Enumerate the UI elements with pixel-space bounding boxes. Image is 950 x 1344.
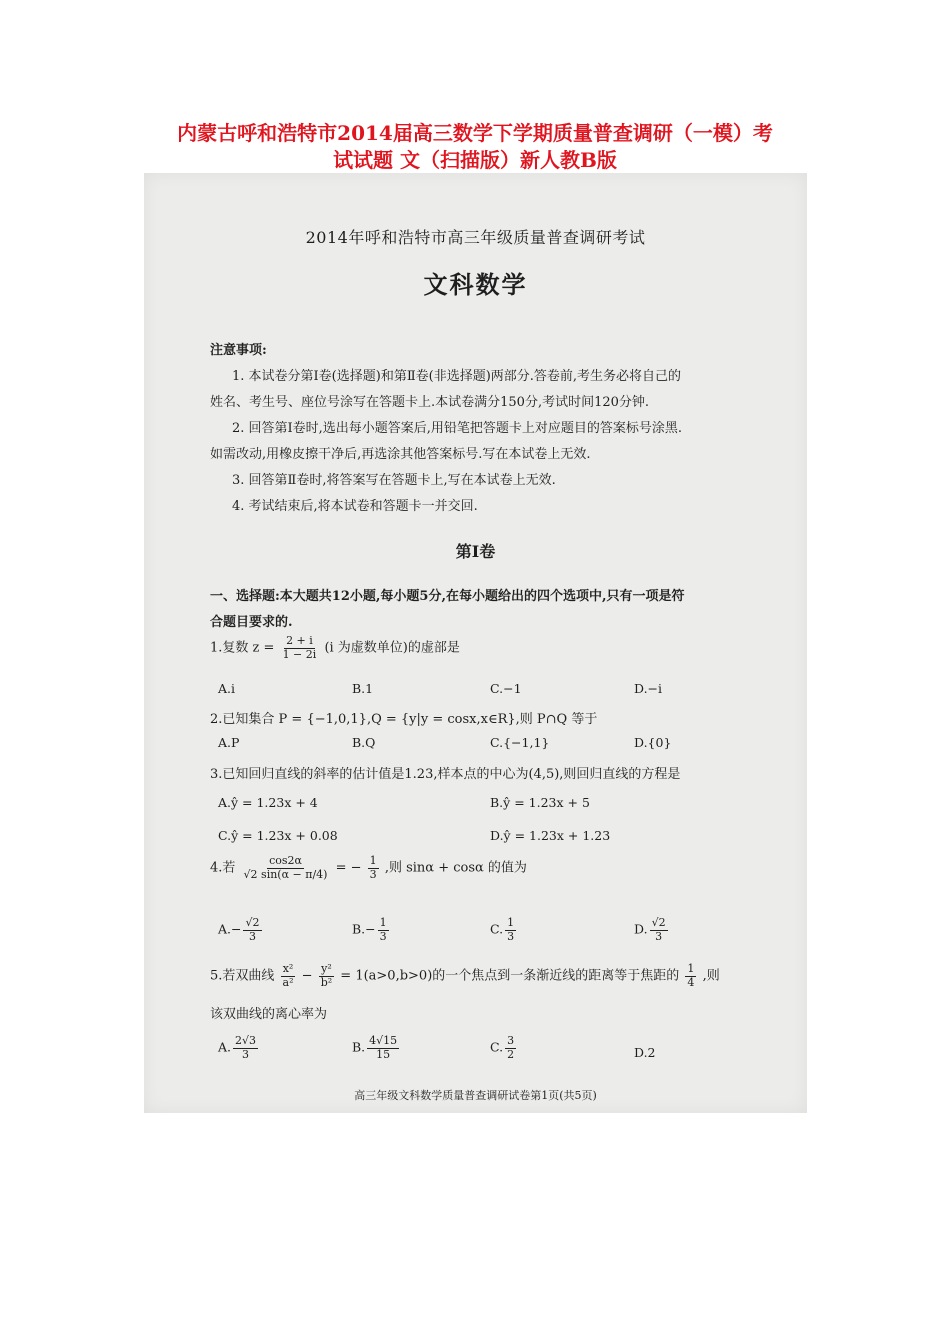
notice-item: 姓名、考生号、座位号涂写在答题卡上.本试卷满分150分,考试时间120分钟. <box>210 395 650 410</box>
fraction-numerator: 2√3 <box>235 1034 257 1047</box>
fraction-denominator: 1 − 2i <box>282 647 317 661</box>
option-label: D. <box>634 921 648 937</box>
option-fraction <box>367 1035 399 1061</box>
fraction-numerator: 1 <box>687 962 695 975</box>
option-fraction <box>505 917 516 943</box>
q4-option-d <box>634 917 670 943</box>
option-fraction <box>650 917 668 943</box>
section-title: 第Ⅰ卷 <box>455 542 496 561</box>
q1-prefix: 1.复数 z = <box>210 640 275 656</box>
fraction-denominator: a² <box>282 975 294 989</box>
q5-option-d: D.2 <box>634 1045 656 1060</box>
option-fraction <box>378 917 389 943</box>
q5-prefix: 5.若双曲线 <box>210 968 275 984</box>
scanned-exam-page <box>144 173 807 1113</box>
fraction-denominator: 3 <box>242 1047 250 1061</box>
page-footer: 高三年级文科数学质量普查调研试卷第1页(共5页) <box>354 1089 597 1102</box>
fraction-denominator: 3 <box>507 929 515 943</box>
fraction-numerator: 1 <box>507 916 515 929</box>
fraction-denominator: √2 sin(α − π/4) <box>243 867 328 881</box>
q2-option-c: C.{−1,1} <box>490 735 550 750</box>
q4-prefix: 4.若 <box>210 860 236 876</box>
fraction-numerator: √2 <box>651 916 666 929</box>
q1-suffix: (i 为虚数单位)的虚部是 <box>324 640 460 656</box>
fraction-denominator: 3 <box>379 929 387 943</box>
fraction-denominator: b² <box>320 975 333 989</box>
fraction-denominator: 3 <box>369 867 377 881</box>
question-5-line2: 该双曲线的离心率为 <box>210 1007 328 1022</box>
option-label: B.− <box>352 921 376 937</box>
fraction-denominator: 3 <box>248 929 256 943</box>
page-title <box>90 120 860 174</box>
fraction-denominator: 15 <box>376 1047 391 1061</box>
option-fraction <box>243 917 261 943</box>
option-label: A.− <box>218 921 242 937</box>
q5-option-c <box>490 1035 518 1061</box>
fraction-numerator: x² <box>282 962 294 975</box>
page-title-line1: 内蒙古呼和浩特市2014届高三数学下学期质量普查调研（一模）考 <box>177 121 773 145</box>
question-3: 3.已知回归直线的斜率的估计值是1.23,样本点的中心为(4,5),则回归直线的方程是 <box>210 767 681 782</box>
question-4 <box>210 855 527 881</box>
notice-item: 1. 本试卷分第Ⅰ卷(选择题)和第Ⅱ卷(非选择题)两部分.答卷前,考生务必将自己的 <box>232 369 682 384</box>
notice-heading: 注意事项: <box>210 343 267 358</box>
fraction-numerator: 4√15 <box>369 1034 398 1047</box>
q3-option-c: C.ŷ = 1.23x + 0.08 <box>218 828 338 843</box>
fraction-numerator: 3 <box>507 1034 515 1047</box>
notice-item: 4. 考试结束后,将本试卷和答题卡一并交回. <box>232 499 478 514</box>
q5-suffix: ,则 <box>702 968 720 984</box>
instruction-line: 一、选择题:本大题共12小题,每小题5分,在每小题给出的四个选项中,只有一项是符 <box>210 589 685 604</box>
fraction-numerator: cos2α <box>269 854 302 867</box>
fraction-numerator: 1 <box>379 916 387 929</box>
fraction-denominator: 3 <box>655 929 663 943</box>
q4-fraction <box>242 855 330 881</box>
q1-option-d: D.−i <box>634 681 663 696</box>
question-5 <box>210 963 720 989</box>
subject-title: 文科数学 <box>423 270 528 299</box>
option-label: C. <box>490 1039 504 1055</box>
option-fraction <box>505 1035 516 1061</box>
fraction-denominator: 2 <box>507 1047 515 1061</box>
question-1 <box>210 635 460 661</box>
q5-fraction-y <box>319 963 334 989</box>
q1-fraction <box>281 635 319 661</box>
exam-title: 2014年呼和浩特市高三年级质量普查调研考试 <box>305 228 646 247</box>
q5-fraction-quarter <box>685 963 696 989</box>
question-2: 2.已知集合 P = {−1,0,1},Q = {y|y = cosx,x∈R},则 P∩Q 等于 <box>210 712 598 727</box>
instruction-line: 合题目要求的. <box>210 615 293 630</box>
q4-option-b <box>352 917 391 943</box>
q5-fraction-x <box>281 963 296 989</box>
option-label: A. <box>218 1039 232 1055</box>
page-title-line2: 试试题 文（扫描版）新人教B版 <box>333 148 617 172</box>
q1-option-b: B.1 <box>352 681 374 696</box>
q4-option-a <box>218 917 264 943</box>
option-fraction <box>233 1035 258 1061</box>
q3-option-d: D.ŷ = 1.23x + 1.23 <box>490 828 611 843</box>
q1-option-c: C.−1 <box>490 681 522 696</box>
q3-option-a: A.ŷ = 1.23x + 4 <box>218 795 318 810</box>
q5-minus: − <box>301 968 313 984</box>
option-label: B. <box>352 1039 366 1055</box>
q1-option-a: A.i <box>218 681 235 696</box>
q5-option-b <box>352 1035 401 1061</box>
q3-option-b: B.ŷ = 1.23x + 5 <box>490 795 590 810</box>
q4-rhs-fraction <box>368 855 379 881</box>
q4-option-c <box>490 917 518 943</box>
q2-option-a: A.P <box>218 735 240 750</box>
fraction-denominator: 4 <box>687 975 695 989</box>
fraction-numerator: √2 <box>245 916 260 929</box>
notice-item: 2. 回答第Ⅰ卷时,选出每小题答案后,用铅笔把答题卡上对应题目的答案标号涂黑. <box>232 421 683 436</box>
q2-option-b: B.Q <box>352 735 376 750</box>
q2-option-d: D.{0} <box>634 735 672 750</box>
option-label: C. <box>490 921 504 937</box>
q4-suffix: ,则 sinα + cosα 的值为 <box>384 860 527 876</box>
q4-equals: = − <box>335 860 362 876</box>
fraction-numerator: 2 + i <box>286 634 313 647</box>
fraction-numerator: y² <box>321 962 332 975</box>
notice-item: 3. 回答第Ⅱ卷时,将答案写在答题卡上,写在本试卷上无效. <box>232 473 556 488</box>
q5-middle: = 1(a>0,b>0)的一个焦点到一条渐近线的距离等于焦距的 <box>340 968 680 984</box>
notice-item: 如需改动,用橡皮擦干净后,再选涂其他答案标号.写在本试卷上无效. <box>210 447 591 462</box>
q5-option-a <box>218 1035 260 1061</box>
fraction-numerator: 1 <box>369 854 377 867</box>
